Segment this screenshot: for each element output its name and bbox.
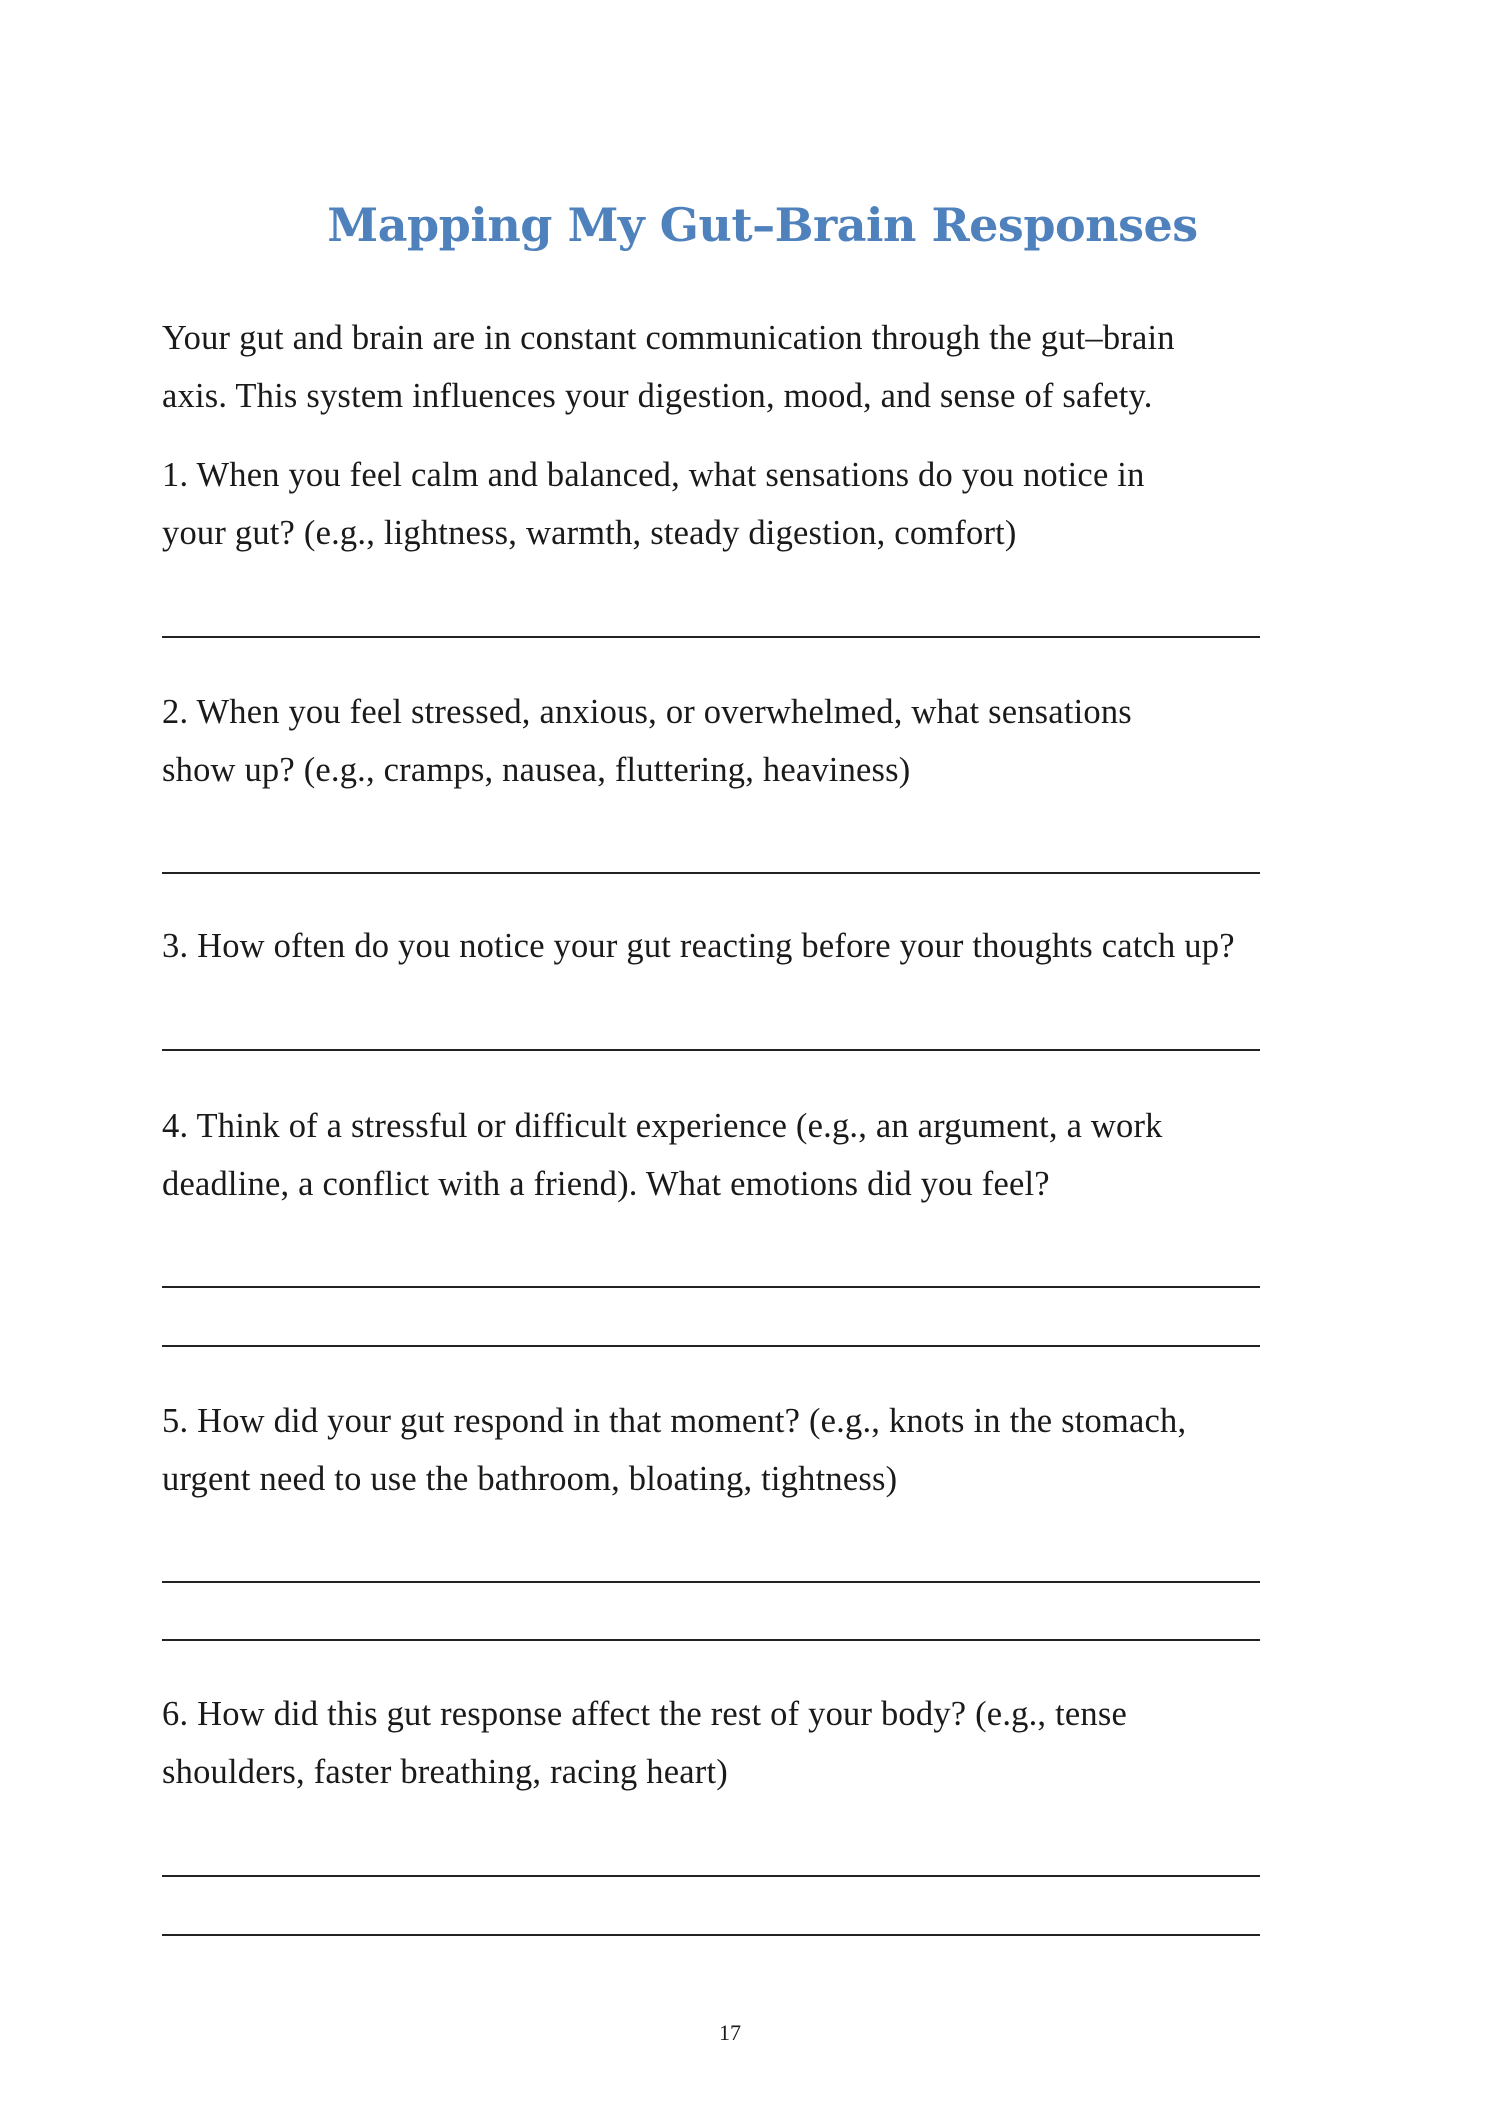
question-line: 1. When you feel calm and balanced, what sensations do you notice in [162,456,1145,494]
question-4 [162,1097,1362,1213]
intro-line: axis. This system influences your digestion, mood, and sense of safety. [162,377,1153,415]
intro-line: Your gut and brain are in constant communication through the gut–brain [162,319,1175,357]
question-line: urgent need to use the bathroom, bloating, tightness) [162,1460,898,1498]
question-3 [162,917,1362,975]
question-line: deadline, a conflict with a friend). What emotions did you feel? [162,1165,1050,1203]
question-line: 3. How often do you notice your gut reacting before your thoughts catch up? [162,927,1235,965]
question-line: show up? (e.g., cramps, nausea, fluttering, heaviness) [162,751,911,789]
question-line: 4. Think of a stressful or difficult experience (e.g., an argument, a work [162,1107,1163,1145]
question-line: your gut? (e.g., lightness, warmth, steady digestion, comfort) [162,514,1017,552]
question-2 [162,683,1362,799]
question-5 [162,1392,1362,1508]
answer-line-6b[interactable] [162,1934,1260,1936]
answer-line-1[interactable] [162,636,1260,638]
question-1 [162,446,1362,562]
page-number: 17 [719,2020,741,2045]
answer-line-3[interactable] [162,1049,1260,1051]
answer-line-5a[interactable] [162,1581,1260,1583]
answer-line-6a[interactable] [162,1875,1260,1877]
page-title: Mapping My Gut–Brain Responses [327,198,1198,252]
question-line: shoulders, faster breathing, racing heart) [162,1753,728,1791]
question-line: 6. How did this gut response affect the rest of your body? (e.g., tense [162,1695,1127,1733]
answer-line-4b[interactable] [162,1345,1260,1347]
question-line: 2. When you feel stressed, anxious, or overwhelmed, what sensations [162,693,1132,731]
answer-line-2[interactable] [162,872,1260,874]
answer-line-5b[interactable] [162,1639,1260,1641]
question-line: 5. How did your gut respond in that moment? (e.g., knots in the stomach, [162,1402,1187,1440]
answer-line-4a[interactable] [162,1286,1260,1288]
intro-paragraph [162,309,1362,425]
question-6 [162,1685,1362,1801]
